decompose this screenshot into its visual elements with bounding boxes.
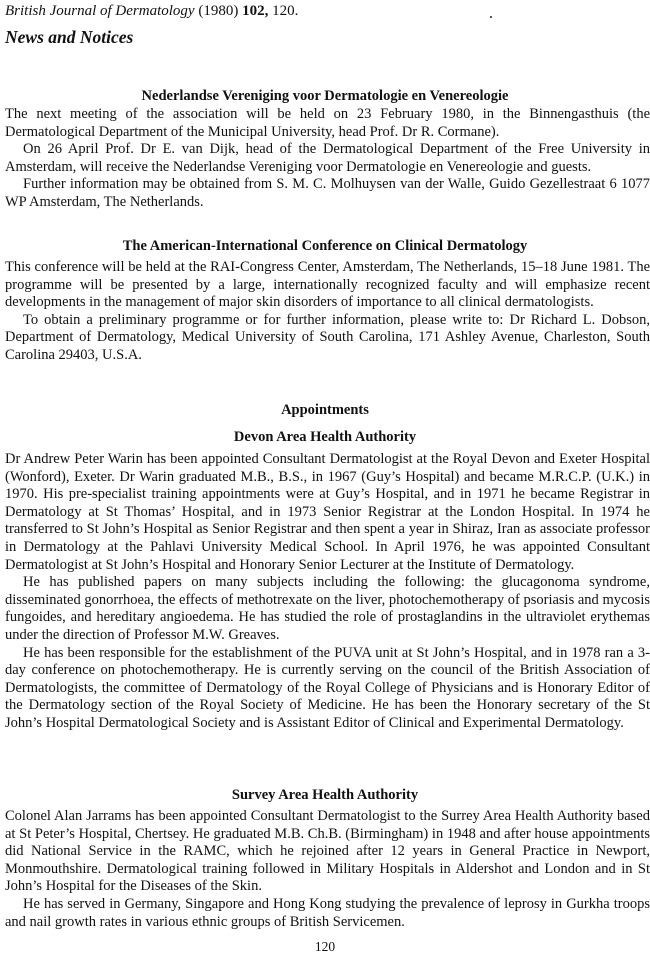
paragraph: Dr Andrew Peter Warin has been appointed Consultant Dermatologist at the Royal Devon and Exeter Hospital (Wonford), Exeter. Dr Warin graduated M.B., B.S., in 1967 (Guy’s Hospital) and became M.R.C.P. (U.K.) in 1970. His pre-specialist training appointments were at Guy’s Hospital, and in 1971 he became Registrar in Dermatology at St Thomas’ Hospital, and in 1973 Senior Registrar at the London Hospital. In 1974 he transferred to St John’s Hospital as Senior Registrar and then spent a year in Shiraz, Iran as associate professor in Dermatology at the Pahlavi University Medical School. In April 1976, he was appointed Consultant Dermatologist at St John’s Hospital and Honorary Senior Lecturer at the Institute of Dermatology. xyxy=(5,451,650,573)
print-speck xyxy=(490,16,492,18)
section-title: News and Notices xyxy=(5,27,134,47)
running-header xyxy=(5,1,298,21)
journal-volume: 102, xyxy=(242,3,269,19)
journal-year: (1980) xyxy=(198,3,239,19)
paragraph: He has served in Germany, Singapore and Hong Kong studying the prevalence of leprosy in Gurkha troops and nail growth rates in various ethnic groups of British Servicemen. xyxy=(5,895,650,930)
article-title-surrey: Survey Area Health Authority xyxy=(231,787,419,803)
paragraph: To obtain a preliminary programme or for further information, please write to: Dr Richard L. Dobson, Department of Dermatology, Medical University of South Carolina, 171 Ashley Avenue, Charleston, South Carolina 29403, U.S.A. xyxy=(5,311,650,363)
journal-page-number: 120. xyxy=(272,3,299,19)
paragraph: He has been responsible for the establishment of the PUVA unit at St John’s Hospital, and in 1978 ran a 3-day conference on photochemotherapy. He is currently serving on the council of the British Association of Dermatologists, the committee of Dermatology of the Royal College of Physicians and is Honorary Editor of the Dermatology section of the Royal Society of Medicine. He has been the Honorary secretary of the St John’s Hospital Dermatological Society and is Assistant Editor of Clinical and Experimental Dermatology. xyxy=(5,644,650,731)
article-title-devon: Devon Area Health Authority xyxy=(233,429,417,445)
paragraph: This conference will be held at the RAI-Congress Center, Amsterdam, The Netherlands, 15–18 June 1981. The programme will be presented by a large, internationally recognized faculty and will emphasize recent developments in the management of major skin disorders of importance to all clinical dermatologists. xyxy=(5,259,650,311)
journal-name: British Journal of Dermatology xyxy=(5,3,195,19)
article-body-nvdv xyxy=(5,106,650,212)
paragraph: He has published papers on many subjects including the following: the glucagonoma syndrome, disseminated gonorrhoea, the effects of methotrexate on the liver, photochemotherapy of psoriasis and mycosis fungoides, and hereditary angioedema. He has studied the role of prostaglandins in the ultraviolet erythemas under the direction of Professor M.W. Greaves. xyxy=(5,574,650,643)
paragraph: The next meeting of the association will be held on 23 February 1980, in the Binnengasthuis (the Dermatological Department of the Municipal University, head Prof. Dr R. Cormane). xyxy=(5,106,650,140)
paragraph: Colonel Alan Jarrams has been appointed Consultant Dermatologist to the Surrey Area Health Authority based at St Peter’s Hospital, Chertsey. He graduated M.B. Ch.B. (Birmingham) in 1948 and after house appointments did National Service in the RAMC, which he rejoined after 12 years in General Practice in Newport, Monmouthshire. Dermatological training followed in Military Hospitals in Aldershot and London and in St John’s Hospital for the Diseases of the Skin. xyxy=(5,808,650,895)
page-folio: 120 xyxy=(314,939,336,954)
article-body-conference xyxy=(5,259,650,365)
appointments-heading: Appointments xyxy=(281,402,369,418)
article-title-nvdv: Nederlandse Vereniging voor Dermatologie en Venereologie xyxy=(141,88,509,104)
paragraph: Further information may be obtained from S. M. C. Molhuysen van der Walle, Guido Gezellestraat 6 1077 WP Amsterdam, The Netherlands. xyxy=(5,176,650,210)
article-body-devon xyxy=(5,451,650,733)
paragraph: On 26 April Prof. Dr E. van Dijk, head of the Dermatological Department of the Free University in Amsterdam, will receive the Nederlandse Vereniging voor Dermatologie en Venereologie and guests. xyxy=(5,141,650,175)
article-body-surrey xyxy=(5,808,650,931)
article-title-conference: The American-International Conference on Clinical Dermatology xyxy=(122,238,528,254)
